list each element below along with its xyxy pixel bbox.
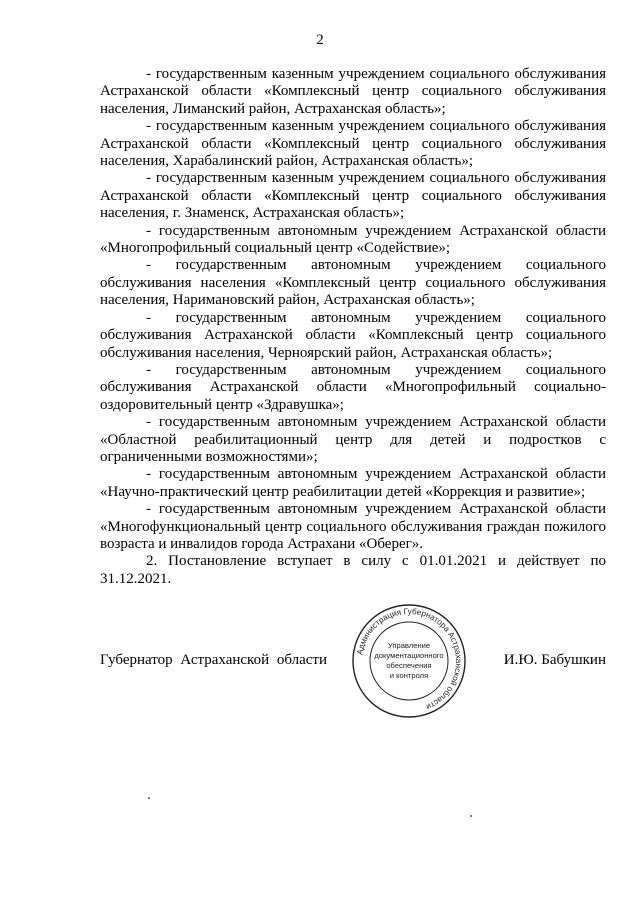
list-item-korrektsiya: - государственным автономным учреждением Астраханской области «Научно-практический центр реабилитации детей «Коррекция и развитие»; xyxy=(100,466,606,500)
page-number: 2 xyxy=(316,32,324,48)
list-item-kharabalinsky: - государственным казенным учреждением социального обслуживания Астраханской области «Комплексный центр социального обслуживания населения, Харабалинский район, Астраханская область»; xyxy=(100,118,606,170)
list-item-rehab-center: - государственным автономным учреждением Астраханской области «Областной реабилитационный центр для детей и подростков с ограниченными возможностями»; xyxy=(100,414,606,465)
document-body xyxy=(100,66,606,588)
effective-date-clause: 2. Постановление вступает в силу с 01.01.2021 и действует по 31.12.2021. xyxy=(100,553,606,587)
stamp-line-3: обеспечения xyxy=(386,661,432,670)
list-item-limansky: - государственным казенным учреждением социального обслуживания Астраханской области «Комплексный центр социального обслуживания населения, Лиманский район, Астраханская область»; xyxy=(100,66,606,117)
list-item-narimanovsky: - государственным автономным учреждением социального обслуживания населения «Комплексный центр социального обслуживания населения, Наримановский район, Астраханская область»; xyxy=(100,257,606,309)
scan-speck xyxy=(470,815,472,817)
signer-title: Губернатор Астраханской области xyxy=(100,652,328,668)
signer-name: И.Ю. Бабушкин xyxy=(503,652,606,668)
list-item-chernoyarsky: - государственным автономным учреждением социального обслуживания Астраханской области «Комплексный центр социального обслуживания населения, Черноярский район, Астраханская область»; xyxy=(100,309,606,361)
stamp-line-1: Управление xyxy=(387,641,431,650)
list-item-zdravushka: - государственным автономным учреждением социального обслуживания Астраханской области «Многопрофильный социально-оздоровительный центр «Здравушка»; xyxy=(100,361,606,413)
scan-speck xyxy=(148,797,150,799)
stamp-line-2: документационного xyxy=(374,651,444,660)
list-item-sodeystvie: - государственным автономным учреждением Астраханской области «Многопрофильный социальный центр «Содействие»; xyxy=(100,222,606,257)
official-stamp xyxy=(351,603,467,719)
list-item-znamensk: - государственным казенным учреждением социального обслуживания Астраханской области «Комплексный центр социального обслуживания населения, г. Знаменск, Астраханская область»; xyxy=(100,170,606,222)
list-item-obereg: - государственным автономным учреждением Астраханской области «Многофункциональный центр социального обслуживания граждан пожилого возраста и инвалидов города Астрахани «Оберег». xyxy=(100,501,606,552)
stamp-line-4: и контроля xyxy=(389,671,429,680)
stamp-ring-text: Администрация Губернатора Астраханской области xyxy=(355,606,464,712)
